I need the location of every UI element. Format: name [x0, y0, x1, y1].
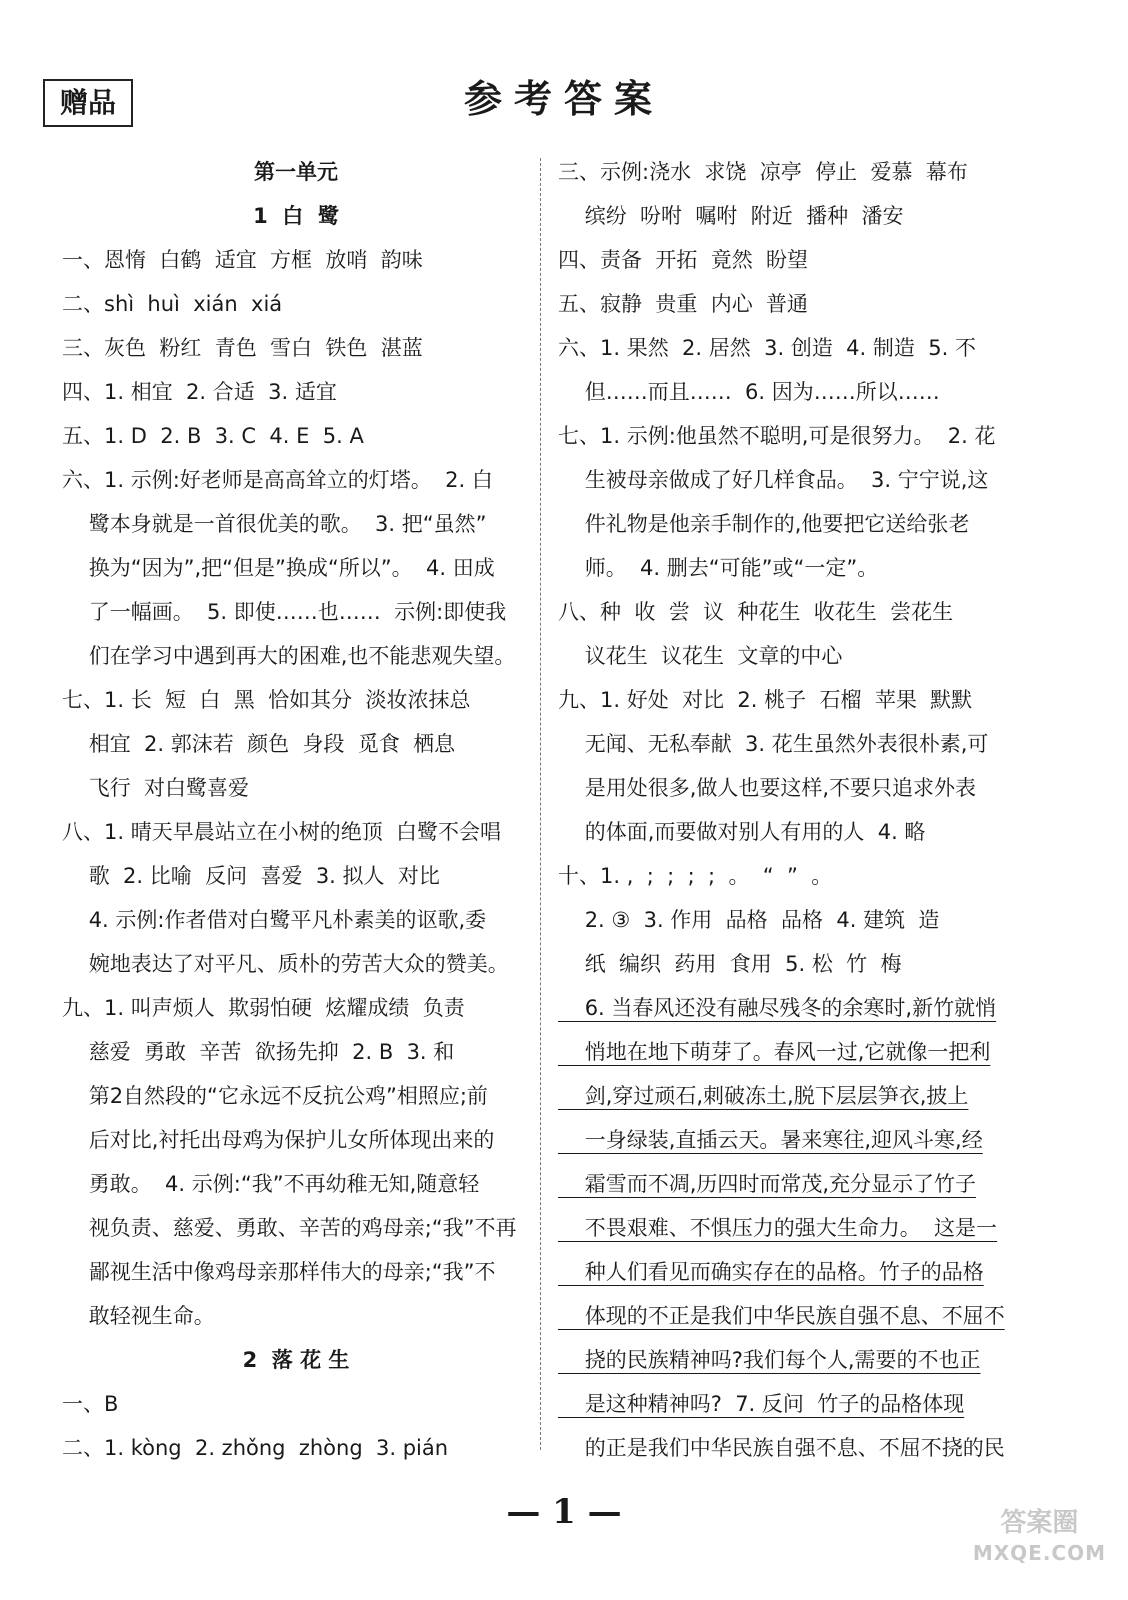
answer-text: 第一单元: [254, 160, 338, 184]
answer-text: 2 落 花 生: [242, 1348, 350, 1372]
answer-text: 七、1. 长 短 白 黑 恰如其分 淡妆浓抹总: [62, 688, 471, 712]
answer-text: 霜雪而不凋,历四时而常茂,充分显示了竹子: [558, 1172, 977, 1196]
answer-line: [62, 326, 530, 370]
answer-text: 师。 4. 删去“可能”或“一定”。: [558, 556, 879, 580]
answer-text: 二、1. kòng 2. zhǒng zhòng 3. pián: [62, 1436, 449, 1460]
answer-text: 6. 当春风还没有融尽残冬的余寒时,新竹就悄: [558, 996, 997, 1020]
answer-text: 一身绿装,直插云天。暑来寒往,迎风斗寒,经: [558, 1128, 983, 1152]
answer-text: 无闻、无私奉献 3. 花生虽然外表很朴素,可: [558, 732, 989, 756]
answer-text: 三、灰色 粉红 青色 雪白 铁色 湛蓝: [62, 336, 423, 360]
answer-text: 歌 2. 比喻 反问 喜爱 3. 拟人 对比: [62, 864, 440, 888]
answer-text: 4. 示例:作者借对白鹭平凡朴素美的讴歌,委: [62, 908, 487, 932]
answer-text: 敢轻视生命。: [62, 1304, 215, 1328]
answer-line: [558, 546, 1048, 590]
answer-text: 四、责备 开拓 竟然 盼望: [558, 248, 809, 272]
answer-text: 件礼物是他亲手制作的,他要把它送给张老: [558, 512, 970, 536]
answer-line: [558, 1294, 1048, 1338]
answer-line: [62, 898, 530, 942]
answer-line: [558, 1030, 1048, 1074]
answer-line: [62, 1030, 530, 1074]
answer-line: [558, 1074, 1048, 1118]
answer-line: [558, 766, 1048, 810]
answer-line: [558, 238, 1048, 282]
answer-line: [62, 1074, 530, 1118]
answer-text: 悄地在地下萌芽了。春风一过,它就像一把利: [558, 1040, 991, 1064]
answer-text: 2. ③ 3. 作用 品格 品格 4. 建筑 造: [558, 908, 940, 932]
answer-line: [558, 1162, 1048, 1206]
answer-text: 婉地表达了对平凡、质朴的劳苦大众的赞美。: [62, 952, 509, 976]
answer-text: 二、shì huì xián xiá: [62, 292, 283, 316]
answer-line: [62, 546, 530, 590]
answer-line: [62, 282, 530, 326]
answer-text: 一、B: [62, 1392, 119, 1416]
answer-line: [558, 810, 1048, 854]
answer-text: 四、1. 相宜 2. 合适 3. 适宜: [62, 380, 337, 404]
answer-line: [62, 766, 530, 810]
answer-line: [558, 722, 1048, 766]
answer-text: 第2自然段的“它永远不反抗公鸡”相照应;前: [62, 1084, 488, 1108]
page-number: — 1 —: [506, 1492, 622, 1532]
answer-line: [62, 1382, 530, 1426]
answer-line: [62, 1206, 530, 1250]
answer-line: [62, 370, 530, 414]
answer-text: 缤纷 吩咐 嘱咐 附近 播种 潘安: [558, 204, 904, 228]
answer-text: 鄙视生活中像鸡母亲那样伟大的母亲;“我”不: [62, 1260, 496, 1284]
answer-line: [558, 282, 1048, 326]
answer-text: 挠的民族精神吗?我们每个人,需要的不也正: [558, 1348, 981, 1372]
answer-line: [62, 1294, 530, 1338]
answer-line: [62, 722, 530, 766]
answer-line: [558, 854, 1048, 898]
answer-text: 五、寂静 贵重 内心 普通: [558, 292, 809, 316]
answer-text: 种人们看见而确实存在的品格。竹子的品格: [558, 1260, 984, 1284]
answer-line: [62, 986, 530, 1030]
answer-line: [62, 458, 530, 502]
answer-text: 六、1. 果然 2. 居然 3. 创造 4. 制造 5. 不: [558, 336, 976, 360]
answer-text: 但……而且…… 6. 因为……所以……: [558, 380, 940, 404]
answer-text: 八、1. 晴天早晨站立在小树的绝顶 白鹭不会唱: [62, 820, 502, 844]
answer-text: 的正是我们中华民族自强不息、不屈不挠的民: [558, 1436, 1005, 1460]
answer-line: [558, 458, 1048, 502]
answer-line: [558, 150, 1048, 194]
answer-text: 勇敢。 4. 示例:“我”不再幼稚无知,随意轻: [62, 1172, 480, 1196]
answer-line: [558, 590, 1048, 634]
answer-text: 换为“因为”,把“但是”换成“所以”。 4. 田成: [62, 556, 495, 580]
site-watermark: [973, 1508, 1106, 1568]
answer-line: [558, 986, 1048, 1030]
answer-line: [62, 1118, 530, 1162]
answer-text: 是这种精神吗? 7. 反问 竹子的品格体现: [558, 1392, 965, 1416]
answer-line: [558, 678, 1048, 722]
answer-text: 慈爱 勇敢 辛苦 欲扬先抑 2. B 3. 和: [62, 1040, 455, 1064]
column-divider: [540, 158, 541, 1450]
answer-line: [62, 238, 530, 282]
answer-line: [558, 326, 1048, 370]
answer-text: 相宜 2. 郭沫若 颜色 身段 觅食 栖息: [62, 732, 456, 756]
answer-line: [558, 942, 1048, 986]
section-heading: [62, 150, 530, 194]
answer-line: [558, 1426, 1048, 1470]
answer-text: 十、1. , ; ; ; ; 。 “ ” 。: [558, 864, 833, 888]
answer-line: [558, 1382, 1048, 1426]
answer-line: [62, 590, 530, 634]
answer-line: [62, 1250, 530, 1294]
watermark-domain: MXQE.COM: [972, 1541, 1106, 1565]
answer-text: 了一幅画。 5. 即使……也…… 示例:即使我: [62, 600, 507, 624]
section-heading: [62, 1338, 530, 1382]
answer-text: 剑,穿过顽石,刺破冻土,脱下层层笋衣,披上: [558, 1084, 969, 1108]
right-answer-column: [558, 150, 1048, 1470]
section-heading: [62, 194, 530, 238]
answer-line: [62, 942, 530, 986]
answer-text: 九、1. 好处 对比 2. 桃子 石榴 苹果 默默: [558, 688, 973, 712]
answer-text: 不畏艰难、不惧压力的强大生命力。 这是一: [558, 1216, 998, 1240]
answer-line: [558, 1338, 1048, 1382]
page-title: 参考答案: [463, 77, 664, 121]
answer-line: [558, 370, 1048, 414]
watermark-logo-text: 答案圈: [1000, 1508, 1079, 1538]
answer-text: 生被母亲做成了好几样食品。 3. 宁宁说,这: [558, 468, 989, 492]
answer-text: 六、1. 示例:好老师是高高耸立的灯塔。 2. 白: [62, 468, 493, 492]
answer-line: [62, 1426, 530, 1470]
answer-line: [62, 678, 530, 722]
answer-text: 的体面,而要做对别人有用的人 4. 略: [558, 820, 926, 844]
answer-line: [62, 634, 530, 678]
answer-text: 七、1. 示例:他虽然不聪明,可是很努力。 2. 花: [558, 424, 996, 448]
answer-text: 纸 编织 药用 食用 5. 松 竹 梅: [558, 952, 902, 976]
answer-line: [558, 502, 1048, 546]
answer-text: 1 白 鹭: [253, 204, 339, 228]
answer-line: [558, 1206, 1048, 1250]
answer-text: 体现的不正是我们中华民族自强不息、不屈不: [558, 1304, 1005, 1328]
answer-line: [558, 414, 1048, 458]
answer-line: [62, 414, 530, 458]
answer-text: 飞行 对白鹭喜爱: [62, 776, 250, 800]
answer-line: [558, 1250, 1048, 1294]
answer-line: [62, 854, 530, 898]
answer-line: [62, 810, 530, 854]
gift-badge: 赠品: [43, 79, 133, 127]
answer-text: 一、恩惰 白鹤 适宜 方框 放哨 韵味: [62, 248, 423, 272]
left-answer-column: [62, 150, 530, 1470]
answer-line: [558, 194, 1048, 238]
answer-text: 议花生 议花生 文章的中心: [558, 644, 843, 668]
answer-text: 后对比,衬托出母鸡为保护儿女所体现出来的: [62, 1128, 495, 1152]
answer-line: [558, 1118, 1048, 1162]
answer-text: 是用处很多,做人也要这样,不要只追求外表: [558, 776, 977, 800]
answer-text: 九、1. 叫声烦人 欺弱怕硬 炫耀成绩 负责: [62, 996, 465, 1020]
answer-line: [62, 502, 530, 546]
answer-text: 鹭本身就是一首很优美的歌。 3. 把“虽然”: [62, 512, 487, 536]
answer-text: 们在学习中遇到再大的困难,也不能悲观失望。: [62, 644, 516, 668]
answer-text: 五、1. D 2. B 3. C 4. E 5. A: [62, 424, 364, 448]
answer-text: 视负责、慈爱、勇敢、辛苦的鸡母亲;“我”不再: [62, 1216, 517, 1240]
answer-line: [62, 1162, 530, 1206]
answer-line: [558, 898, 1048, 942]
answer-line: [558, 634, 1048, 678]
answer-text: 八、种 收 尝 议 种花生 收花生 尝花生: [558, 600, 954, 624]
answer-text: 三、示例:浇水 求饶 凉亭 停止 爱慕 幕布: [558, 160, 968, 184]
